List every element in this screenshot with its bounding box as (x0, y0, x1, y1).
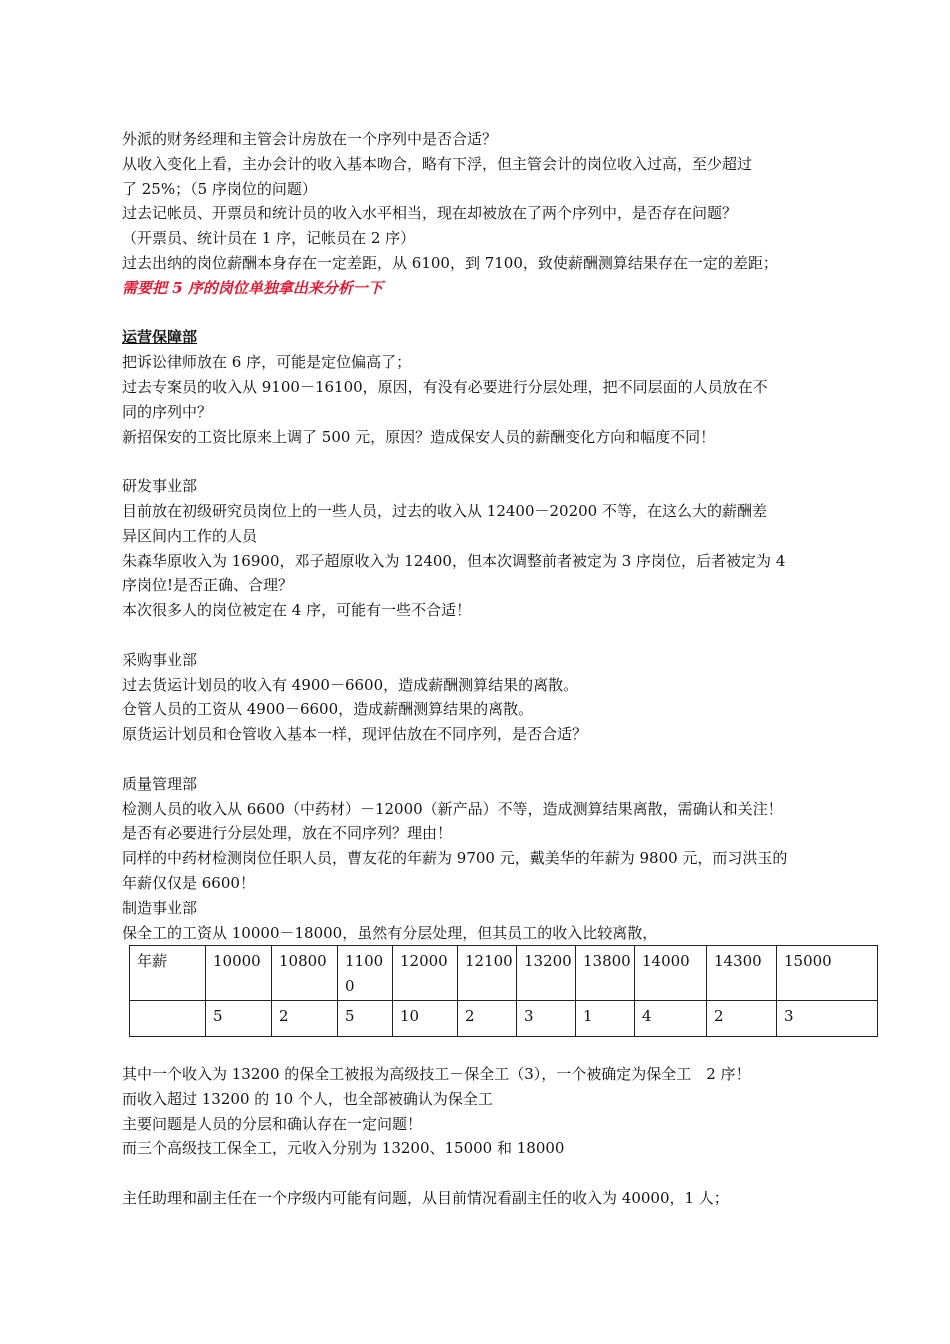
mfg-after-line-4: 而三个高级技工保全工，元收入分别为 13200、15000 和 18000 (122, 1139, 565, 1158)
mfg-closing-line: 主任助理和副主任在一个序级内可能有问题，从目前情况看副主任的收入为 40000，1 人； (122, 1189, 729, 1208)
ops-line-3: 同的序列中？ (122, 402, 213, 421)
mfg-intro: 保全工的工资从 10000－18000，虽然有分层处理，但其员工的收入比较离散， (122, 923, 658, 942)
count-cell: 3 (517, 1001, 576, 1037)
count-cell: 5 (206, 1001, 272, 1037)
table-row-salary (130, 946, 878, 1001)
spacer (122, 623, 834, 648)
mfg-after-line-2: 而收入超过 13200 的 10 个人，也全部被确认为保全工 (122, 1089, 493, 1108)
salary-cell: 13200 (517, 946, 576, 1001)
table-row-count (130, 1001, 878, 1037)
mfg-after-line-1: 其中一个收入为 13200 的保全工被报为高级技工－保全工（3），一个被确定为保全工 2 序！ (122, 1065, 751, 1084)
rd-section-title: 研发事业部 (122, 477, 198, 496)
count-cell: 2 (707, 1001, 777, 1037)
finance-line-1: 外派的财务经理和主管会计房放在一个序列中是否合适？ (122, 130, 498, 148)
salary-cell: 11000 (338, 946, 393, 1001)
finance-line-4: 过去记帐员、开票员和统计员的收入水平相当，现在却被放在了两个序列中，是否存在问题？ (122, 204, 738, 223)
mfg-after-line-3: 主要问题是人员的分层和确认存在一定问题！ (122, 1114, 423, 1133)
count-cell: 4 (635, 1001, 707, 1037)
rd-line-2: 异区间内工作的人员 (122, 526, 258, 545)
spacer (122, 747, 834, 772)
quality-line-4: 年薪仅仅是 6600！ (122, 873, 255, 892)
empty-cell (130, 1001, 206, 1037)
quality-line-1: 检测人员的收入从 6600（中药材）－12000（新产品）不等，造成测算结果离散，需确认和关注！ (122, 799, 783, 818)
rd-line-3: 朱森华原收入为 16900，邓子超原收入为 12400，但本次调整前者被定为 3 序岗位，后者被定为 4 (122, 551, 786, 570)
quality-line-3: 同样的中药材检测岗位任职人员，曹友花的年薪为 9700 元，戴美华的年薪为 9800 元，而习洪玉的 (122, 849, 788, 868)
spacer (122, 301, 834, 326)
count-cell: 2 (272, 1001, 338, 1037)
count-cell: 1 (576, 1001, 635, 1037)
finance-line-2: 从收入变化上看，主办会计的收入基本吻合，略有下浮，但主管会计的岗位收入过高，至少超过 (122, 154, 753, 173)
ops-line-2: 过去专案员的收入从 9100－16100，原因，有没有必要进行分层处理，把不同层面的人员放在不 (122, 377, 768, 396)
finance-highlight: 需要把 5 序的岗位单独拿出来分析一下 (122, 278, 383, 297)
document-page (122, 127, 834, 1211)
salary-cell: 10000 (206, 946, 272, 1001)
quality-line-2: 是否有必要进行分层处理，放在不同序列？理由！ (122, 824, 453, 843)
rd-line-5: 本次很多人的岗位被定在 4 序，可能有一些不合适！ (122, 601, 472, 620)
rd-line-1: 目前放在初级研究员岗位上的一些人员，过去的收入从 12400－20200 不等，在这么大的薪酬差 (122, 501, 767, 520)
spacer (122, 449, 834, 474)
count-cell: 2 (458, 1001, 517, 1037)
count-cell: 5 (338, 1001, 393, 1037)
ops-line-1: 把诉讼律师放在 6 序，可能是定位偏高了； (122, 353, 412, 372)
ops-line-4: 新招保安的工资比原来上调了 500 元，原因？造成保安人员的薪酬变化方向和幅度不同！ (122, 427, 716, 446)
finance-line-6: 过去出纳的岗位薪酬本身存在一定差距，从 6100，到 7100，致使薪酬测算结果存在一定的差距； (122, 253, 778, 272)
spacer (122, 1037, 834, 1062)
count-cell: 10 (393, 1001, 458, 1037)
purchase-line-1: 过去货运计划员的收入有 4900－6600，造成薪酬测算结果的离散。 (122, 675, 579, 694)
table-header-cell: 年薪 (130, 946, 206, 1001)
salary-cell: 12000 (393, 946, 458, 1001)
salary-cell: 10800 (272, 946, 338, 1001)
salary-distribution-table (129, 945, 878, 1037)
salary-cell: 14300 (707, 946, 777, 1001)
finance-line-3: 了 25%；（5 序岗位的问题） (122, 179, 317, 198)
purchase-section-title: 采购事业部 (122, 650, 198, 669)
count-cell: 3 (777, 1001, 878, 1037)
quality-section-title: 质量管理部 (122, 774, 198, 793)
ops-section-title: 运营保障部 (122, 328, 198, 347)
spacer (122, 1161, 834, 1186)
salary-cell: 14000 (635, 946, 707, 1001)
mfg-section-title: 制造事业部 (122, 898, 198, 917)
purchase-line-3: 原货运计划员和仓管收入基本一样，现评估放在不同序列，是否合适？ (122, 725, 588, 744)
salary-cell: 15000 (777, 946, 878, 1001)
salary-cell: 12100 (458, 946, 517, 1001)
rd-line-4: 序岗位!是否正确、合理？ (122, 576, 294, 595)
purchase-line-2: 仓管人员的工资从 4900－6600，造成薪酬测算结果的离散。 (122, 700, 534, 719)
salary-cell: 13800 (576, 946, 635, 1001)
finance-line-5: （开票员、统计员在 1 序，记帐员在 2 序） (122, 229, 416, 248)
